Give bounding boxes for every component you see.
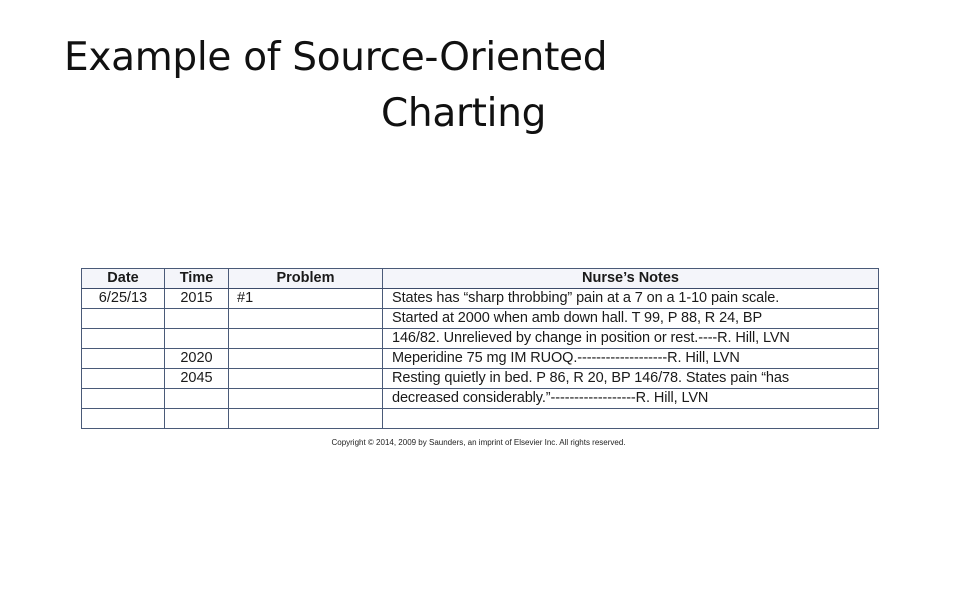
copyright-notice: Copyright © 2014, 2009 by Saunders, an imprint of Elsevier Inc. All rights reserved. — [331, 438, 626, 447]
cell-nurses-notes — [383, 409, 879, 429]
cell-date — [82, 349, 165, 369]
cell-nurses-notes: Started at 2000 when amb down hall. T 99, P 88, R 24, BP — [383, 309, 879, 329]
cell-problem — [229, 329, 383, 349]
slide-title-line-2: Charting — [381, 91, 547, 136]
cell-time — [165, 409, 229, 429]
cell-problem — [229, 349, 383, 369]
cell-nurses-notes: Resting quietly in bed. P 86, R 20, BP 146/78. States pain “has — [383, 369, 879, 389]
cell-date: 6/25/13 — [82, 289, 165, 309]
cell-problem — [229, 369, 383, 389]
table-row — [82, 349, 879, 369]
column-header-problem: Problem — [229, 269, 383, 289]
cell-time: 2045 — [165, 369, 229, 389]
slide-title — [0, 30, 953, 142]
cell-nurses-notes: decreased considerably.”------------------R. Hill, LVN — [383, 389, 879, 409]
column-header-time: Time — [165, 269, 229, 289]
cell-date — [82, 309, 165, 329]
table-row — [82, 289, 879, 309]
cell-nurses-notes: Meperidine 75 mg IM RUOQ.-------------------R. Hill, LVN — [383, 349, 879, 369]
cell-problem — [229, 389, 383, 409]
cell-nurses-notes: States has “sharp throbbing” pain at a 7 on a 1-10 pain scale. — [383, 289, 879, 309]
cell-problem — [229, 409, 383, 429]
column-header-date: Date — [82, 269, 165, 289]
cell-time — [165, 309, 229, 329]
cell-problem — [229, 309, 383, 329]
cell-problem: #1 — [229, 289, 383, 309]
table-row — [82, 389, 879, 409]
cell-date — [82, 329, 165, 349]
cell-time: 2015 — [165, 289, 229, 309]
cell-date — [82, 389, 165, 409]
cell-time — [165, 389, 229, 409]
slide-title-line-1: Example of Source-Oriented — [64, 35, 608, 80]
column-header-nurses-notes: Nurse’s Notes — [383, 269, 879, 289]
cell-time: 2020 — [165, 349, 229, 369]
source-oriented-chart-table — [81, 268, 879, 429]
table-header-row — [82, 269, 879, 289]
cell-nurses-notes: 146/82. Unrelieved by change in position or rest.----R. Hill, LVN — [383, 329, 879, 349]
cell-time — [165, 329, 229, 349]
table-row — [82, 309, 879, 329]
table-row — [82, 409, 879, 429]
table-row — [82, 329, 879, 349]
cell-date — [82, 369, 165, 389]
table-row — [82, 369, 879, 389]
cell-date — [82, 409, 165, 429]
